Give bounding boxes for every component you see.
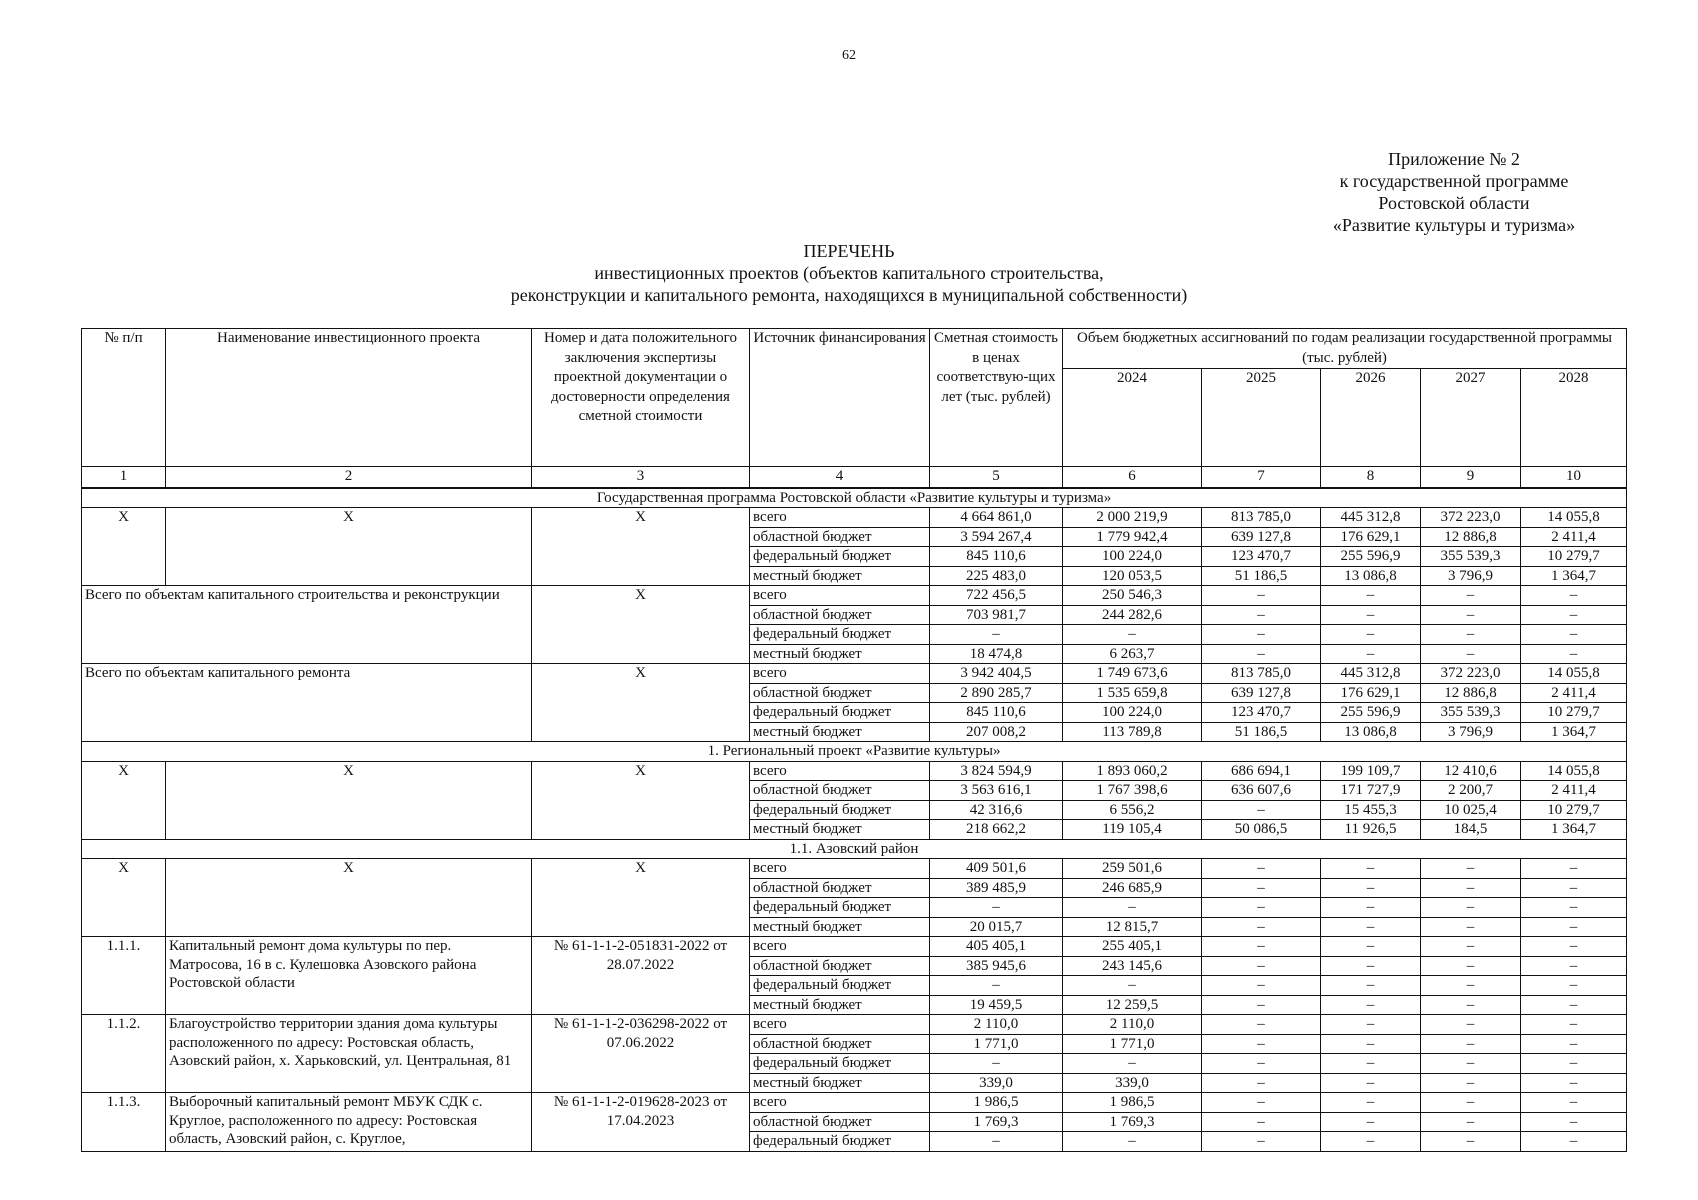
budget-value: 1 364,7 (1521, 566, 1627, 586)
column-number: 8 (1321, 467, 1421, 488)
estimated-cost: 1 769,3 (930, 1112, 1063, 1132)
budget-value: – (1321, 1034, 1421, 1054)
table-body (82, 488, 1627, 1152)
budget-value: 243 145,6 (1063, 956, 1202, 976)
project-number: 1.1.3. (82, 1093, 166, 1152)
budget-value: – (1202, 859, 1321, 879)
estimated-cost: 2 110,0 (930, 1015, 1063, 1035)
funding-source: областной бюджет (750, 956, 930, 976)
project-number: Х (82, 761, 166, 839)
budget-value: 686 694,1 (1202, 761, 1321, 781)
budget-value: – (1202, 800, 1321, 820)
budget-value: – (1421, 1112, 1521, 1132)
budget-value: 813 785,0 (1202, 508, 1321, 528)
estimated-cost: – (930, 1132, 1063, 1152)
expertise-conclusion: № 61-1-1-2-019628-2023 от 17.04.2023 (532, 1093, 750, 1152)
budget-value: 2 411,4 (1521, 781, 1627, 801)
funding-source: всего (750, 586, 930, 606)
budget-value: – (1421, 625, 1521, 645)
header-name: Наименование инвестиционного проекта (166, 329, 532, 467)
budget-value: – (1063, 1054, 1202, 1074)
budget-value: 100 224,0 (1063, 703, 1202, 723)
title-line: реконструкции и капитального ремонта, находящихся в муниципальной собственности) (510, 285, 1188, 305)
budget-value: – (1421, 976, 1521, 996)
budget-value: 50 086,5 (1202, 820, 1321, 840)
estimated-cost: 2 890 285,7 (930, 683, 1063, 703)
budget-value: 12 815,7 (1063, 917, 1202, 937)
budget-value: 12 886,8 (1421, 683, 1521, 703)
budget-value: – (1321, 586, 1421, 606)
page-number: 62 (842, 48, 856, 63)
estimated-cost: 1 986,5 (930, 1093, 1063, 1113)
budget-value: 639 127,8 (1202, 683, 1321, 703)
budget-value: – (1421, 859, 1521, 879)
header-year: 2025 (1202, 369, 1321, 467)
budget-value: – (1321, 1132, 1421, 1152)
project-name: Х (166, 508, 532, 586)
expertise-conclusion: Х (532, 664, 750, 742)
budget-value: – (1521, 898, 1627, 918)
budget-value: – (1202, 976, 1321, 996)
funding-source: всего (750, 1093, 930, 1113)
section-row (82, 488, 1627, 508)
section-title: 1. Региональный проект «Развитие культуры» (82, 742, 1627, 762)
estimated-cost: 20 015,7 (930, 917, 1063, 937)
funding-source: местный бюджет (750, 820, 930, 840)
estimated-cost: 409 501,6 (930, 859, 1063, 879)
budget-value: – (1202, 917, 1321, 937)
estimated-cost: 845 110,6 (930, 547, 1063, 567)
column-number: 6 (1063, 467, 1202, 488)
estimated-cost: 42 316,6 (930, 800, 1063, 820)
budget-value: 1 771,0 (1063, 1034, 1202, 1054)
budget-value: – (1321, 859, 1421, 879)
budget-value: – (1321, 956, 1421, 976)
budget-value: – (1321, 1073, 1421, 1093)
budget-value: – (1202, 937, 1321, 957)
column-number: 3 (532, 467, 750, 488)
budget-value: – (1321, 898, 1421, 918)
header-year: 2024 (1063, 369, 1202, 467)
funding-source: федеральный бюджет (750, 1132, 930, 1152)
budget-value: 199 109,7 (1321, 761, 1421, 781)
budget-value: 3 796,9 (1421, 566, 1521, 586)
section-row (82, 839, 1627, 859)
column-number: 1 (82, 467, 166, 488)
budget-value: 51 186,5 (1202, 722, 1321, 742)
budget-value: 2 411,4 (1521, 527, 1627, 547)
budget-value: – (1202, 995, 1321, 1015)
funding-source: всего (750, 508, 930, 528)
header-budget-group: Объем бюджетных ассигнований по годам реализации государственной программы (тыс. рублей) (1063, 329, 1627, 369)
estimated-cost: – (930, 625, 1063, 645)
budget-value: – (1202, 1132, 1321, 1152)
estimated-cost: 405 405,1 (930, 937, 1063, 957)
budget-value: 2 110,0 (1063, 1015, 1202, 1035)
budget-value: – (1321, 605, 1421, 625)
budget-value: 636 607,6 (1202, 781, 1321, 801)
estimated-cost: – (930, 1054, 1063, 1074)
estimated-cost: 19 459,5 (930, 995, 1063, 1015)
budget-value: – (1521, 1132, 1627, 1152)
budget-value: 2 200,7 (1421, 781, 1521, 801)
budget-value: – (1202, 1015, 1321, 1035)
budget-value: – (1421, 1015, 1521, 1035)
budget-value: 3 796,9 (1421, 722, 1521, 742)
header-cost: Сметная стоимость в ценах соответствую-щих лет (тыс. рублей) (930, 329, 1063, 467)
project-name: Х (166, 859, 532, 937)
funding-source: всего (750, 664, 930, 684)
budget-value: – (1421, 1093, 1521, 1113)
budget-value: 184,5 (1421, 820, 1521, 840)
appendix-line: «Развитие культуры и туризма» (1332, 215, 1576, 235)
budget-value: 1 535 659,8 (1063, 683, 1202, 703)
estimated-cost: 4 664 861,0 (930, 508, 1063, 528)
budget-value: – (1202, 644, 1321, 664)
budget-value: 2 411,4 (1521, 683, 1627, 703)
budget-value: – (1321, 917, 1421, 937)
estimated-cost: 218 662,2 (930, 820, 1063, 840)
header-year: 2027 (1421, 369, 1521, 467)
budget-value: 123 470,7 (1202, 703, 1321, 723)
budget-value: 1 364,7 (1521, 722, 1627, 742)
budget-value: 100 224,0 (1063, 547, 1202, 567)
budget-value: – (1202, 1093, 1321, 1113)
project-number: 1.1.2. (82, 1015, 166, 1093)
budget-value: 13 086,8 (1321, 722, 1421, 742)
estimated-cost: 18 474,8 (930, 644, 1063, 664)
expertise-conclusion: Х (532, 859, 750, 937)
budget-value: – (1521, 878, 1627, 898)
funding-source: местный бюджет (750, 566, 930, 586)
estimated-cost: 207 008,2 (930, 722, 1063, 742)
appendix-note (1294, 148, 1614, 236)
table-row (82, 586, 1627, 606)
budget-value: – (1521, 625, 1627, 645)
budget-value: 14 055,8 (1521, 508, 1627, 528)
budget-value: – (1521, 995, 1627, 1015)
expertise-conclusion: № 61-1-1-2-036298-2022 от 07.06.2022 (532, 1015, 750, 1093)
table-row (82, 664, 1627, 684)
budget-value: – (1202, 605, 1321, 625)
budget-value: 372 223,0 (1421, 664, 1521, 684)
budget-value: 2 000 219,9 (1063, 508, 1202, 528)
budget-value: – (1321, 976, 1421, 996)
project-number: 1.1.1. (82, 937, 166, 1015)
estimated-cost: 389 485,9 (930, 878, 1063, 898)
budget-value: 1 893 060,2 (1063, 761, 1202, 781)
appendix-line: Ростовской области (1378, 193, 1530, 213)
budget-value: 113 789,8 (1063, 722, 1202, 742)
funding-source: всего (750, 859, 930, 879)
budget-value: 255 405,1 (1063, 937, 1202, 957)
funding-source: областной бюджет (750, 527, 930, 547)
budget-value: 339,0 (1063, 1073, 1202, 1093)
budget-value: – (1421, 1132, 1521, 1152)
budget-value: 244 282,6 (1063, 605, 1202, 625)
budget-value: 246 685,9 (1063, 878, 1202, 898)
funding-source: всего (750, 1015, 930, 1035)
funding-source: местный бюджет (750, 722, 930, 742)
budget-value: – (1521, 976, 1627, 996)
budget-value: 14 055,8 (1521, 664, 1627, 684)
budget-value: – (1421, 956, 1521, 976)
budget-value: – (1521, 859, 1627, 879)
column-numbers-row (82, 467, 1627, 488)
funding-source: федеральный бюджет (750, 1054, 930, 1074)
budget-value: 12 886,8 (1421, 527, 1521, 547)
estimated-cost: 3 563 616,1 (930, 781, 1063, 801)
budget-value: – (1202, 586, 1321, 606)
estimated-cost: 339,0 (930, 1073, 1063, 1093)
budget-value: – (1202, 898, 1321, 918)
table-row (82, 508, 1627, 528)
column-number: 10 (1521, 467, 1627, 488)
table-row (82, 1093, 1627, 1113)
header-year: 2028 (1521, 369, 1627, 467)
estimated-cost: 3 942 404,5 (930, 664, 1063, 684)
budget-value: – (1321, 1054, 1421, 1074)
budget-value: – (1321, 1015, 1421, 1035)
budget-value: 813 785,0 (1202, 664, 1321, 684)
budget-value: – (1321, 878, 1421, 898)
expertise-conclusion: Х (532, 586, 750, 664)
section-title: 1.1. Азовский район (82, 839, 1627, 859)
budget-value: 12 259,5 (1063, 995, 1202, 1015)
budget-value: – (1202, 878, 1321, 898)
budget-value: 176 629,1 (1321, 683, 1421, 703)
budget-value: – (1421, 898, 1521, 918)
budget-value: – (1521, 644, 1627, 664)
investment-projects-table (81, 328, 1627, 1152)
budget-value: – (1202, 1112, 1321, 1132)
budget-value: – (1521, 1112, 1627, 1132)
funding-source: областной бюджет (750, 1034, 930, 1054)
budget-value: – (1202, 956, 1321, 976)
budget-value: 1 986,5 (1063, 1093, 1202, 1113)
budget-value: 51 186,5 (1202, 566, 1321, 586)
budget-value: – (1421, 1054, 1521, 1074)
budget-value: – (1063, 1132, 1202, 1152)
estimated-cost: 385 945,6 (930, 956, 1063, 976)
funding-source: местный бюджет (750, 644, 930, 664)
estimated-cost: 722 456,5 (930, 586, 1063, 606)
column-number: 7 (1202, 467, 1321, 488)
budget-value: – (1321, 644, 1421, 664)
project-name: Капитальный ремонт дома культуры по пер. Матросова, 16 в с. Кулешовка Азовского района Ростовской области (166, 937, 532, 1015)
budget-value: 11 926,5 (1321, 820, 1421, 840)
funding-source: областной бюджет (750, 683, 930, 703)
estimated-cost: 225 483,0 (930, 566, 1063, 586)
project-name: Благоустройство территории здания дома культуры расположенного по адресу: Ростовская область, Азовский район, х. Харьковский, ул. Центральная, 81 (166, 1015, 532, 1093)
budget-value: 120 053,5 (1063, 566, 1202, 586)
budget-value: 639 127,8 (1202, 527, 1321, 547)
budget-value: – (1321, 1112, 1421, 1132)
column-number: 2 (166, 467, 532, 488)
budget-value: 6 263,7 (1063, 644, 1202, 664)
funding-source: областной бюджет (750, 878, 930, 898)
budget-value: 355 539,3 (1421, 547, 1521, 567)
header-num: № п/п (82, 329, 166, 467)
budget-value: 372 223,0 (1421, 508, 1521, 528)
column-number: 4 (750, 467, 930, 488)
budget-value: – (1521, 605, 1627, 625)
budget-value: 15 455,3 (1321, 800, 1421, 820)
budget-value: 1 769,3 (1063, 1112, 1202, 1132)
budget-value: 14 055,8 (1521, 761, 1627, 781)
funding-source: федеральный бюджет (750, 625, 930, 645)
budget-value: – (1421, 995, 1521, 1015)
budget-value: – (1321, 1093, 1421, 1113)
estimated-cost: 3 824 594,9 (930, 761, 1063, 781)
budget-value: – (1321, 937, 1421, 957)
budget-value: 255 596,9 (1321, 703, 1421, 723)
budget-value: – (1063, 898, 1202, 918)
funding-source: областной бюджет (750, 605, 930, 625)
table-row (82, 859, 1627, 879)
title-line: инвестиционных проектов (объектов капитального строительства, (594, 263, 1104, 283)
section-title: Государственная программа Ростовской области «Развитие культуры и туризма» (82, 488, 1627, 508)
budget-value: – (1521, 1015, 1627, 1035)
budget-value: – (1421, 644, 1521, 664)
funding-source: федеральный бюджет (750, 703, 930, 723)
funding-source: федеральный бюджет (750, 898, 930, 918)
budget-value: 1 364,7 (1521, 820, 1627, 840)
header-source: Источник финансирования (750, 329, 930, 467)
header-year: 2026 (1321, 369, 1421, 467)
estimated-cost: – (930, 976, 1063, 996)
budget-value: – (1321, 995, 1421, 1015)
budget-value: 10 279,7 (1521, 703, 1627, 723)
table-row (82, 937, 1627, 957)
estimated-cost: 845 110,6 (930, 703, 1063, 723)
budget-value: – (1421, 1073, 1521, 1093)
budget-value: 171 727,9 (1321, 781, 1421, 801)
budget-value: – (1421, 917, 1521, 937)
title-line: ПЕРЕЧЕНЬ (803, 241, 895, 261)
funding-source: всего (750, 761, 930, 781)
funding-source: местный бюджет (750, 917, 930, 937)
budget-value: – (1321, 625, 1421, 645)
table-row (82, 1015, 1627, 1035)
funding-source: федеральный бюджет (750, 976, 930, 996)
budget-value: 13 086,8 (1321, 566, 1421, 586)
budget-value: 176 629,1 (1321, 527, 1421, 547)
budget-value: – (1421, 878, 1521, 898)
section-row (82, 742, 1627, 762)
budget-value: – (1521, 1093, 1627, 1113)
budget-value: – (1521, 1034, 1627, 1054)
budget-value: 6 556,2 (1063, 800, 1202, 820)
appendix-line: к государственной программе (1339, 171, 1569, 191)
funding-source: областной бюджет (750, 781, 930, 801)
budget-value: – (1521, 937, 1627, 957)
estimated-cost: 1 771,0 (930, 1034, 1063, 1054)
budget-value: – (1421, 937, 1521, 957)
estimated-cost: 3 594 267,4 (930, 527, 1063, 547)
budget-value: – (1421, 586, 1521, 606)
budget-value: 10 279,7 (1521, 800, 1627, 820)
budget-value: 12 410,6 (1421, 761, 1521, 781)
budget-value: – (1521, 917, 1627, 937)
budget-value: – (1202, 625, 1321, 645)
funding-source: областной бюджет (750, 1112, 930, 1132)
budget-value: – (1421, 1034, 1521, 1054)
funding-source: всего (750, 937, 930, 957)
budget-value: 1 749 673,6 (1063, 664, 1202, 684)
budget-value: – (1202, 1034, 1321, 1054)
budget-value: – (1063, 625, 1202, 645)
budget-value: – (1521, 1073, 1627, 1093)
column-number: 9 (1421, 467, 1521, 488)
column-number: 5 (930, 467, 1063, 488)
budget-value: – (1521, 956, 1627, 976)
budget-value: – (1202, 1073, 1321, 1093)
budget-value: 119 105,4 (1063, 820, 1202, 840)
expertise-conclusion: Х (532, 508, 750, 586)
budget-value: 10 279,7 (1521, 547, 1627, 567)
funding-source: местный бюджет (750, 995, 930, 1015)
funding-source: федеральный бюджет (750, 547, 930, 567)
total-label: Всего по объектам капитального ремонта (82, 664, 532, 742)
project-number: Х (82, 859, 166, 937)
document-title (0, 240, 1698, 306)
budget-value: 1 767 398,6 (1063, 781, 1202, 801)
budget-value: 250 546,3 (1063, 586, 1202, 606)
budget-value: 355 539,3 (1421, 703, 1521, 723)
expertise-conclusion: № 61-1-1-2-051831-2022 от 28.07.2022 (532, 937, 750, 1015)
budget-value: 259 501,6 (1063, 859, 1202, 879)
project-name: Выборочный капитальный ремонт МБУК СДК с. Круглое, расположенного по адресу: Ростовская область, Азовский район, с. Круглое, (166, 1093, 532, 1152)
total-label: Всего по объектам капитального строительства и реконструкции (82, 586, 532, 664)
expertise-conclusion: Х (532, 761, 750, 839)
budget-value: – (1063, 976, 1202, 996)
funding-source: федеральный бюджет (750, 800, 930, 820)
appendix-line: Приложение № 2 (1388, 149, 1520, 169)
budget-value: 123 470,7 (1202, 547, 1321, 567)
funding-source: местный бюджет (750, 1073, 930, 1093)
estimated-cost: 703 981,7 (930, 605, 1063, 625)
project-name: Х (166, 761, 532, 839)
budget-value: 445 312,8 (1321, 664, 1421, 684)
budget-value: – (1421, 605, 1521, 625)
project-number: Х (82, 508, 166, 586)
budget-value: 10 025,4 (1421, 800, 1521, 820)
budget-value: 255 596,9 (1321, 547, 1421, 567)
estimated-cost: – (930, 898, 1063, 918)
header-expertise: Номер и дата положительного заключения экспертизы проектной документации о достоверности определения сметной стоимости (532, 329, 750, 467)
budget-value: – (1521, 1054, 1627, 1074)
table-row (82, 761, 1627, 781)
budget-value: – (1521, 586, 1627, 606)
budget-value: 1 779 942,4 (1063, 527, 1202, 547)
budget-value: 445 312,8 (1321, 508, 1421, 528)
budget-value: – (1202, 1054, 1321, 1074)
